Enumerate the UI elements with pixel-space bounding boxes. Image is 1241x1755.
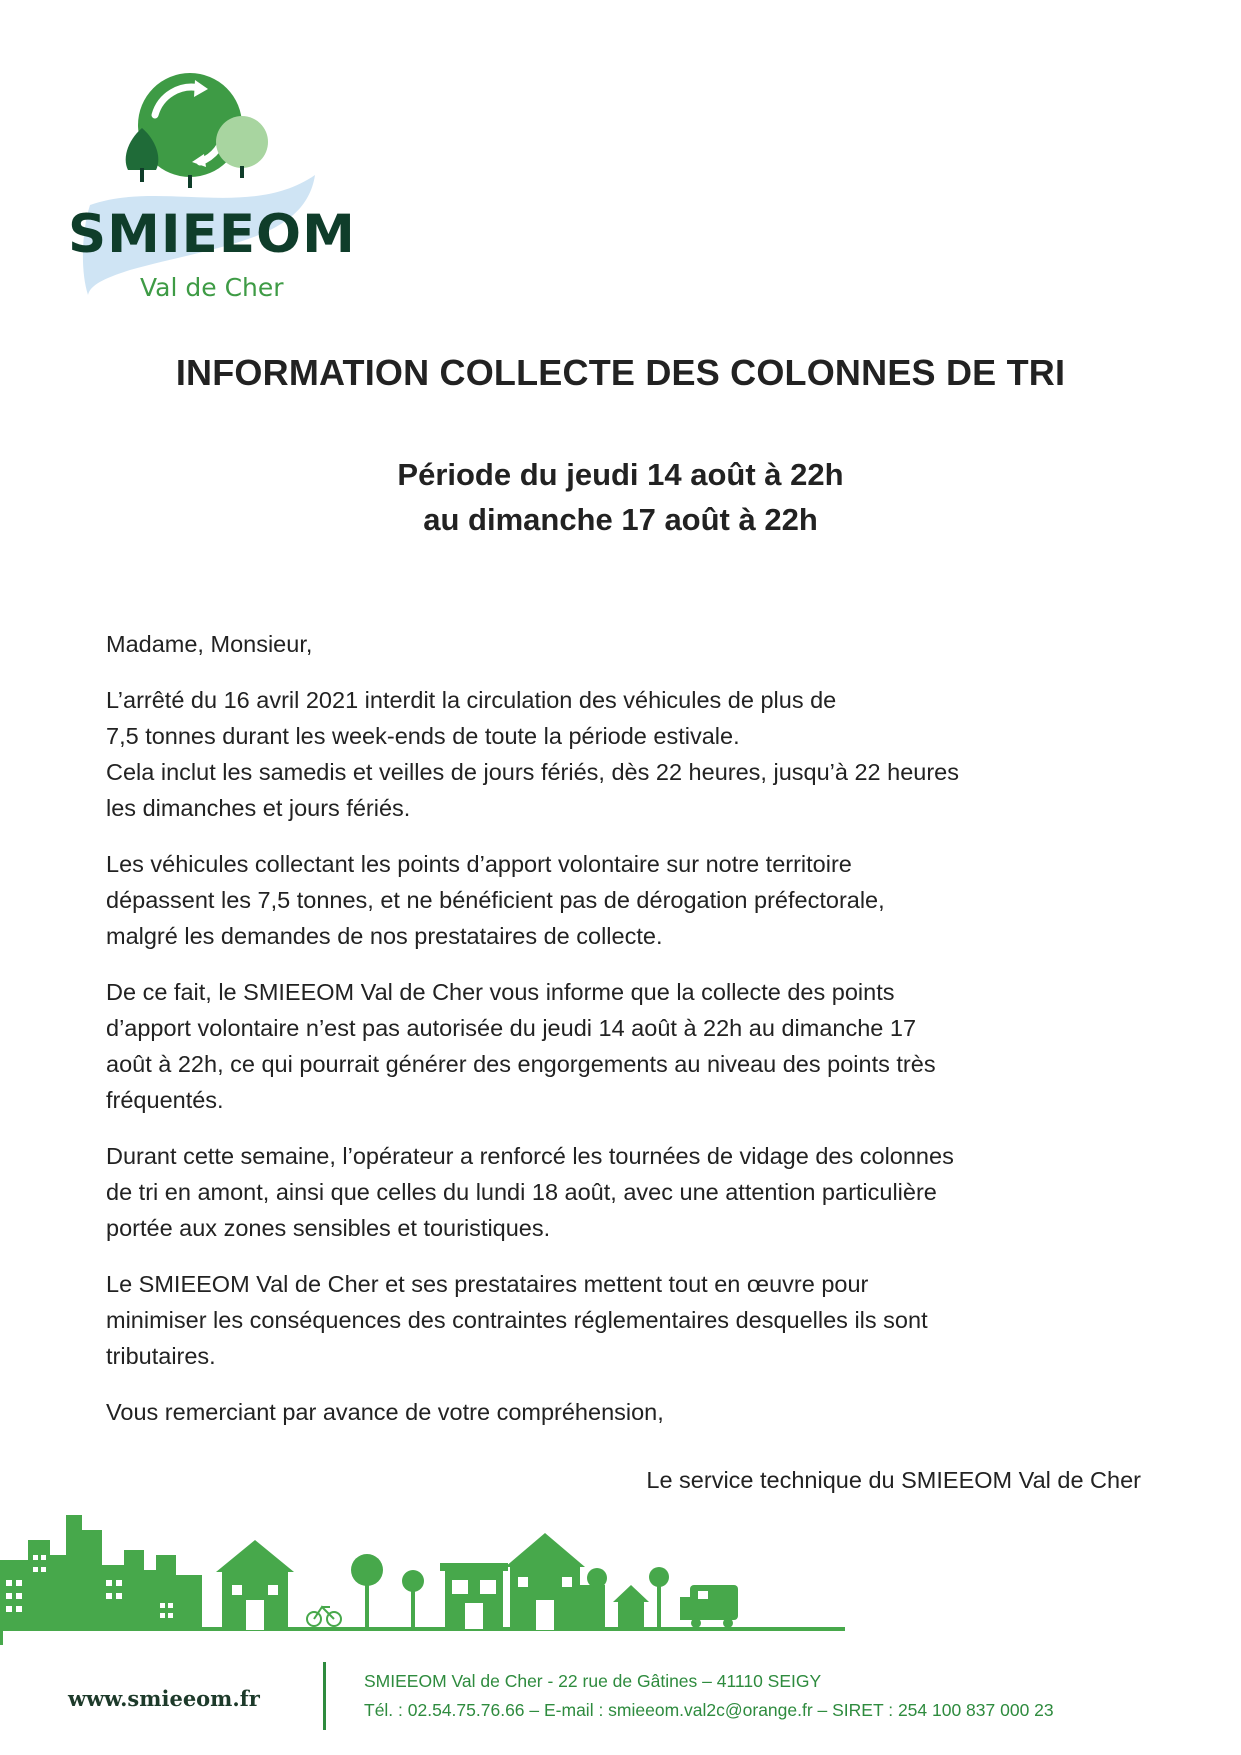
text-line: tributaires. [106,1343,216,1369]
paragraph-regulation [106,682,1146,826]
text-line: malgré les demandes de nos prestataires de collecte. [106,923,663,949]
page-title: INFORMATION COLLECTE DES COLONNES DE TRI [175,352,1066,393]
text-line: de tri en amont, ainsi que celles du lundi 18 août, avec une attention particulière [106,1179,937,1205]
website-link[interactable]: www.smieeom.fr [68,1686,260,1711]
greeting: Madame, Monsieur, [106,631,313,657]
paragraph-commitment [106,1266,1146,1374]
footer-contact-details: Tél. : 02.54.75.76.66 – E-mail : smieeom.val2c@orange.fr – SIRET : 254 100 837 000 23 [364,1700,1054,1720]
text-line: août à 22h, ce qui pourrait générer des engorgements au niveau des points très [106,1051,936,1077]
paragraph-operator [106,1138,1146,1246]
text-line: portée aux zones sensibles et touristiques. [106,1215,551,1241]
footer-divider [323,1662,326,1730]
text-line: Cela inclut les samedis et veilles de jours fériés, dès 22 heures, jusqu’à 22 heures [106,759,959,785]
period-line: Période du jeudi 14 août à 22h [397,457,844,492]
footer-address: SMIEEOM Val de Cher - 22 rue de Gâtines – 41110 SEIGY [364,1671,822,1691]
letter-body [106,626,1146,1450]
text-line: les dimanches et jours fériés. [106,795,411,821]
closing: Vous remerciant par avance de votre compréhension, [106,1399,664,1425]
logo-subtitle: Val de Cher [140,273,284,302]
logo-name: SMIEEOM [68,204,356,265]
text-line: Le SMIEEOM Val de Cher et ses prestataires mettent tout en œuvre pour [106,1271,869,1297]
town-skyline-illustration [0,1515,850,1645]
logo [60,70,360,310]
text-line: 7,5 tonnes durant les week-ends de toute la période estivale. [106,723,740,749]
paragraph-vehicles [106,846,1146,954]
text-line: Durant cette semaine, l’opérateur a renforcé les tournées de vidage des colonnes [106,1143,954,1169]
text-line: dépassent les 7,5 tonnes, et ne bénéficient pas de dérogation préfectorale, [106,887,885,913]
text-line: Les véhicules collectant les points d’apport volontaire sur notre territoire [106,851,852,877]
period-heading [0,452,1241,542]
text-line: L’arrêté du 16 avril 2021 interdit la circulation des véhicules de plus de [106,687,837,713]
text-line: fréquentés. [106,1087,224,1113]
period-line: au dimanche 17 août à 22h [423,502,818,537]
footer-contact [364,1667,1054,1725]
signature: Le service technique du SMIEEOM Val de Cher [646,1467,1141,1493]
paragraph-collection [106,974,1146,1118]
text-line: minimiser les conséquences des contraintes réglementaires desquelles ils sont [106,1307,928,1333]
text-line: d’apport volontaire n’est pas autorisée du jeudi 14 août à 22h au dimanche 17 [106,1015,917,1041]
text-line: De ce fait, le SMIEEOM Val de Cher vous informe que la collecte des points [106,979,895,1005]
